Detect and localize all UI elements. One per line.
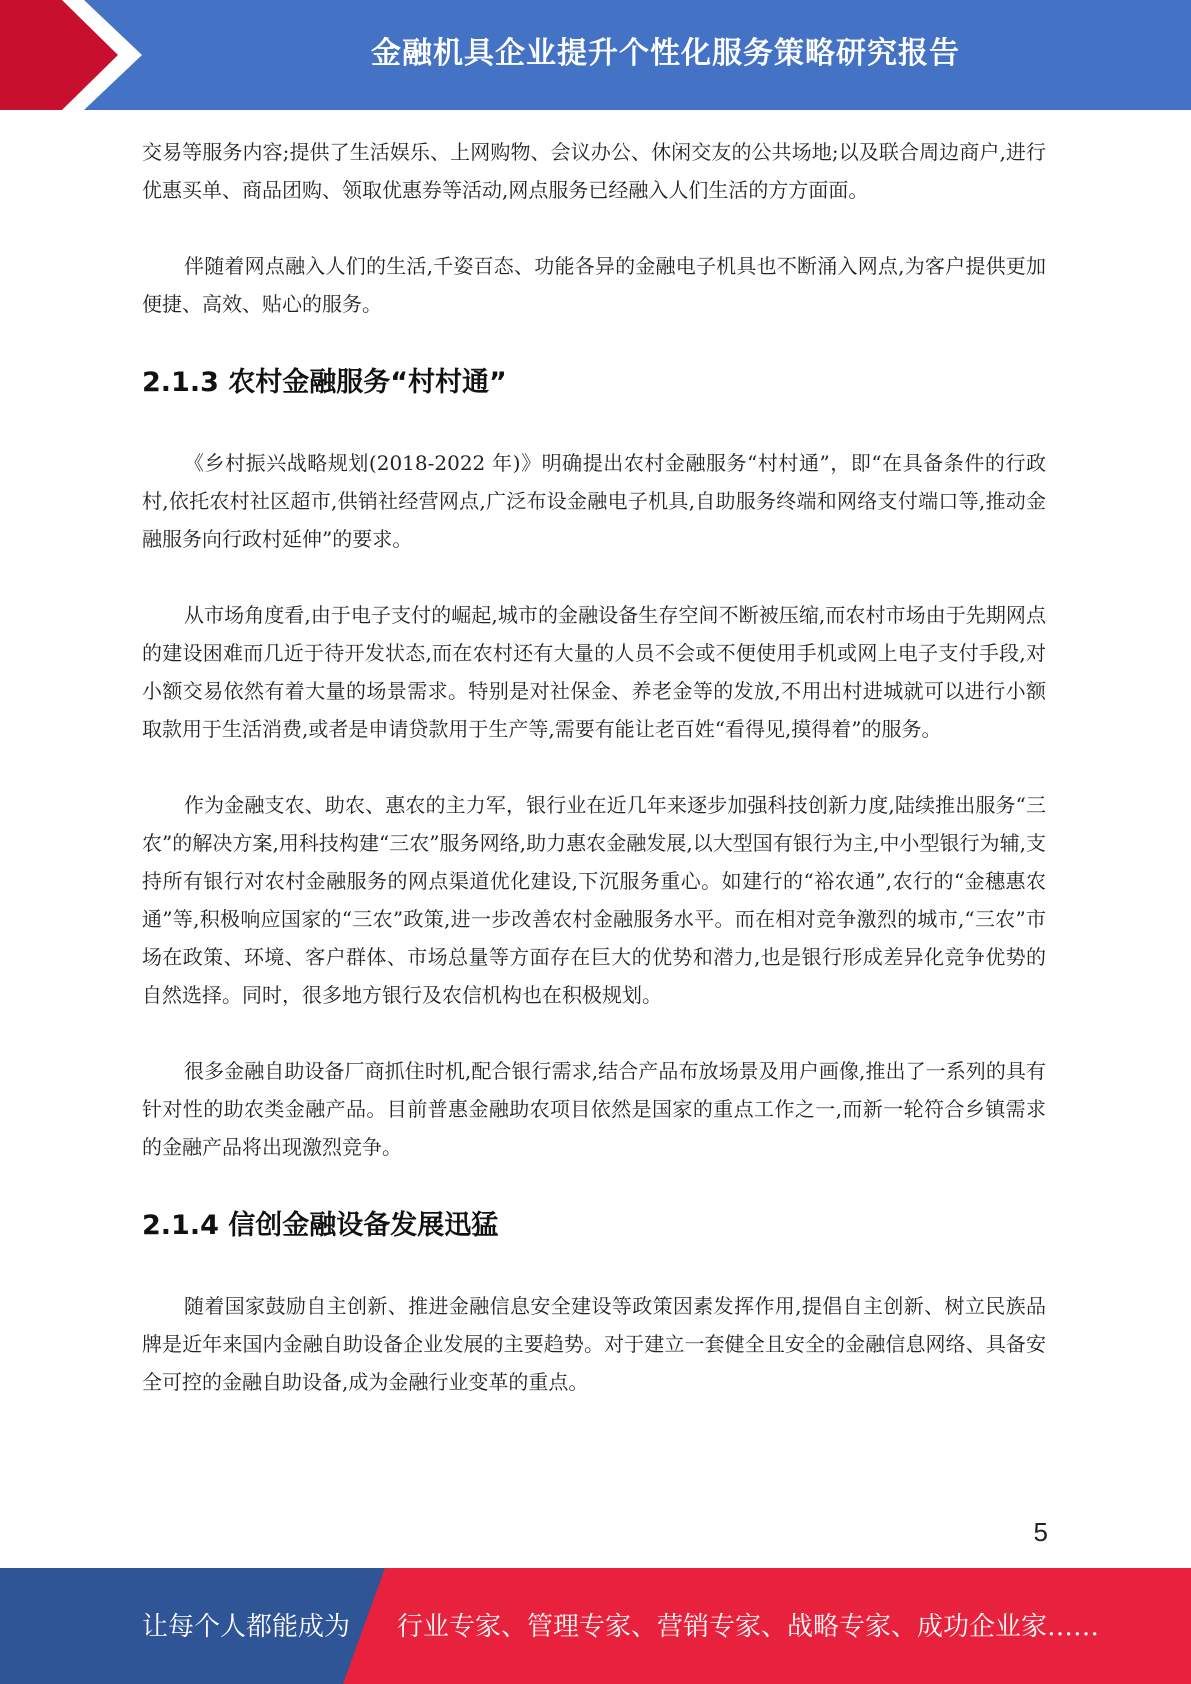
section-heading-2-1-3: 2.1.3 农村金融服务“村村通” <box>142 367 507 398</box>
footer-slogan-left: 让每个人都能成为 <box>142 1612 351 1642</box>
paragraph-5: 作为金融支农、助农、惠农的主力军，银行业在近几年来逐步加强科技创新力度,陆续推出服务“三农”的解决方案,用科技构建“三农”服务网络,助力惠农金融发展,以大型国有银行为主,中小型银行为辅,支持所有银行对农村金融服务的网点渠道优化建设,下沉服务重心。如建行的“裕农通”,农行的“金穗惠农通”等,积极响应国家的“三农”政策,进一步改善农村金融服务水平。而在相对竞争激烈的城市,“三农”市场在政策、环境、客户群体、市场总量等方面存在巨大的优势和潜力,也是银行形成差异化竞争优势的自然选择。同时，很多地方银行及农信机构也在积极规划。 <box>142 793 1046 1007</box>
paragraph-1: 交易等服务内容;提供了生活娱乐、上网购物、会议办公、休闲交友的公共场地;以及联合周边商户,进行优惠买单、商品团购、领取优惠券等活动,网点服务已经融入人们生活的方方面面。 <box>142 140 1046 202</box>
paragraph-2: 伴随着网点融入人们的生活,千姿百态、功能各异的金融电子机具也不断涌入网点,为客户提供更加便捷、高效、贴心的服务。 <box>142 254 1046 316</box>
paragraph-3: 《乡村振兴战略规划(2018-2022 年)》明确提出农村金融服务“村村通”，即“在具备条件的行政村,依托农村社区超市,供销社经营网点,广泛布设金融电子机具,自助服务终端和网络支付端口等,推动金融服务向行政村延伸”的要求。 <box>142 451 1046 551</box>
paragraph-6: 很多金融自助设备厂商抓住时机,配合银行需求,结合产品布放场景及用户画像,推出了一系列的具有针对性的助农类金融产品。目前普惠金融助农项目依然是国家的重点工作之一,而新一轮符合乡镇需求的金融产品将出现激烈竞争。 <box>142 1059 1046 1159</box>
footer-slogan-right: 行业专家、管理专家、营销专家、战略专家、成功企业家…… <box>397 1612 1100 1642</box>
page-footer <box>0 1568 1191 1684</box>
report-title: 金融机具企业提升个性化服务策略研究报告 <box>371 36 960 71</box>
paragraph-4: 从市场角度看,由于电子支付的崛起,城市的金融设备生存空间不断被压缩,而农村市场由于先期网点的建设困难而几近于待开发状态,而在农村还有大量的人员不会或不便使用手机或网上电子支付手段,对小额交易依然有着大量的场景需求。特别是对社保金、养老金等的发放,不用出村进城就可以进行小额取款用于生活消费,或者是申请贷款用于生产等,需要有能让老百姓“看得见,摸得着”的服务。 <box>142 603 1046 741</box>
page-content <box>142 133 1046 1401</box>
page-number: 5 <box>1033 1517 1048 1547</box>
section-heading-2-1-4: 2.1.4 信创金融设备发展迅猛 <box>142 1210 499 1241</box>
page-header <box>0 0 1191 110</box>
paragraph-7: 随着国家鼓励自主创新、推进金融信息安全建设等政策因素发挥作用,提倡自主创新、树立民族品牌是近年来国内金融自助设备企业发展的主要趋势。对于建立一套健全且安全的金融信息网络、具备安全可控的金融自助设备,成为金融行业变革的重点。 <box>142 1294 1046 1394</box>
header-chevron-decoration <box>0 0 150 110</box>
